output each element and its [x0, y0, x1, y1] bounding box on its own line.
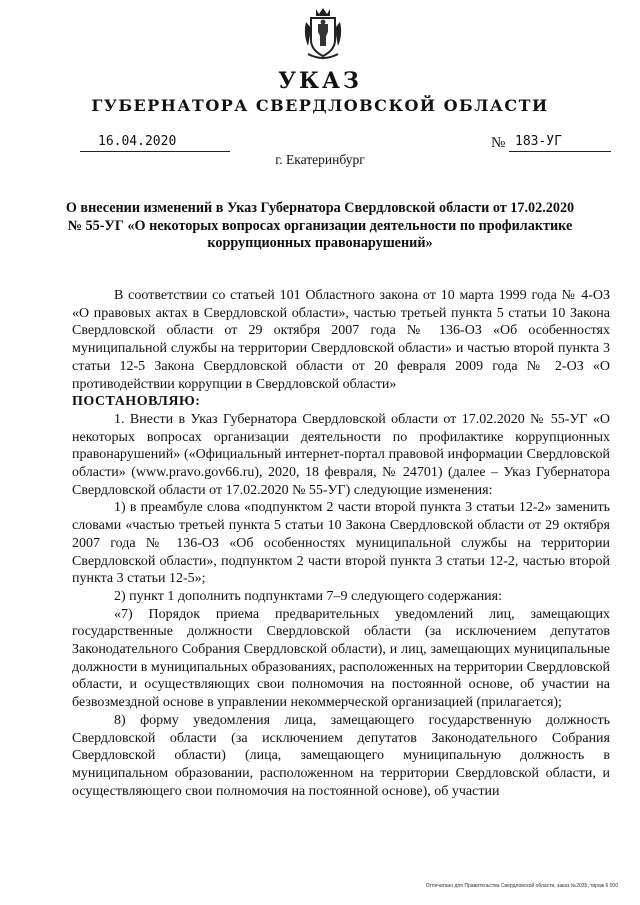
document-heading: О внесении изменений в Указ Губернатора Свердловской области от 17.02.2020 № 55-УГ «О некоторых вопросах организации деятельности по профилактике коррупционных правонарушений» — [65, 200, 575, 252]
paragraph-1: 1. Внести в Указ Губернатора Свердловской области от 17.02.2020 № 55-УГ «О некоторых вопросах организации деятельности по профилактике коррупционных правонарушений» («Официальный интернет-портал правовой информации Свердловской области» (www.pravo.gov66.ru), 2020, 18 февраля, № 24701) (далее – Указ Губернатора Свердловской области от 17.02.2020 № 55-УГ) следующие изменения: — [72, 411, 610, 498]
paragraph-intro: В соответствии со статьей 101 Областного закона от 10 марта 1999 года № 4-ОЗ «О правовых актах в Свердловской области», частью третьей пункта 5 статьи 10 Закона Свердловской области от 29 октября 2007 года № 136-ОЗ «Об особенностях муниципальной службы на территории Свердловской области» и частью второй пункта 3 статьи 12-5 Закона Свердловской области от 20 февраля 2009 года № 2-ОЗ «О противодействии коррупции в Свердловской области» — [72, 288, 610, 392]
resolve-heading: ПОСТАНОВЛЯЮ: — [72, 394, 201, 410]
coat-of-arms-icon — [302, 6, 344, 60]
decree-title: УКАЗ — [278, 68, 362, 94]
paragraph-item-8: 8) форму уведомления лица, замещающего государственную должность Свердловской области (за исключением депутатов Законодательного Собрания Свердловской области) (лица, замещающего муниципальную должность в муниципальном образовании, расположенном на территории Свердловской области, и осуществляющего свои полномочия на постоянной основе), об участии — [72, 712, 610, 799]
decree-subtitle: ГУБЕРНАТОРА СВЕРДЛОВСКОЙ ОБЛАСТИ — [91, 96, 549, 115]
paragraph-item-7: «7) Порядок приема предварительных уведомлений лиц, замещающих государственные должности Свердловской области (за исключением депутатов Законодательного Собрания Свердловской области), и лиц, замещающих муниципальные должности в муниципальных образованиях, расположенных на территории Свердловской области, и осуществляющих свои полномочия на постоянной основе, об участии на безвозмездной основе в управлении некоммерческой организацией (прилагается); — [72, 606, 610, 711]
decree-date: 16.04.2020 — [80, 134, 230, 152]
city: г. Екатеринбург — [275, 152, 365, 167]
decree-number: 183-УГ — [509, 134, 611, 152]
paragraph-1-1: 1) в преамбуле слова «подпунктом 2 части второй пункта 3 статьи 12-2» заменить словами «частью третьей пункта 5 статьи 10 Закона Свердловской области от 29 октября 2007 года № 136-ОЗ «Об особенностях муниципальной службы на территории Свердловской области», подпунктом 2 части второй пункта 3 статьи 12-2, частью второй пункта 3 статьи 12-5»; — [72, 500, 610, 587]
document-body — [72, 287, 610, 800]
number-label: № — [491, 135, 506, 151]
print-footer: Отпечатано для Правительства Свердловской области, заказ №2035, тираж 6 000 — [425, 883, 618, 889]
paragraph-1-2: 2) пункт 1 дополнить подпунктами 7–9 следующего содержания: — [114, 588, 503, 604]
